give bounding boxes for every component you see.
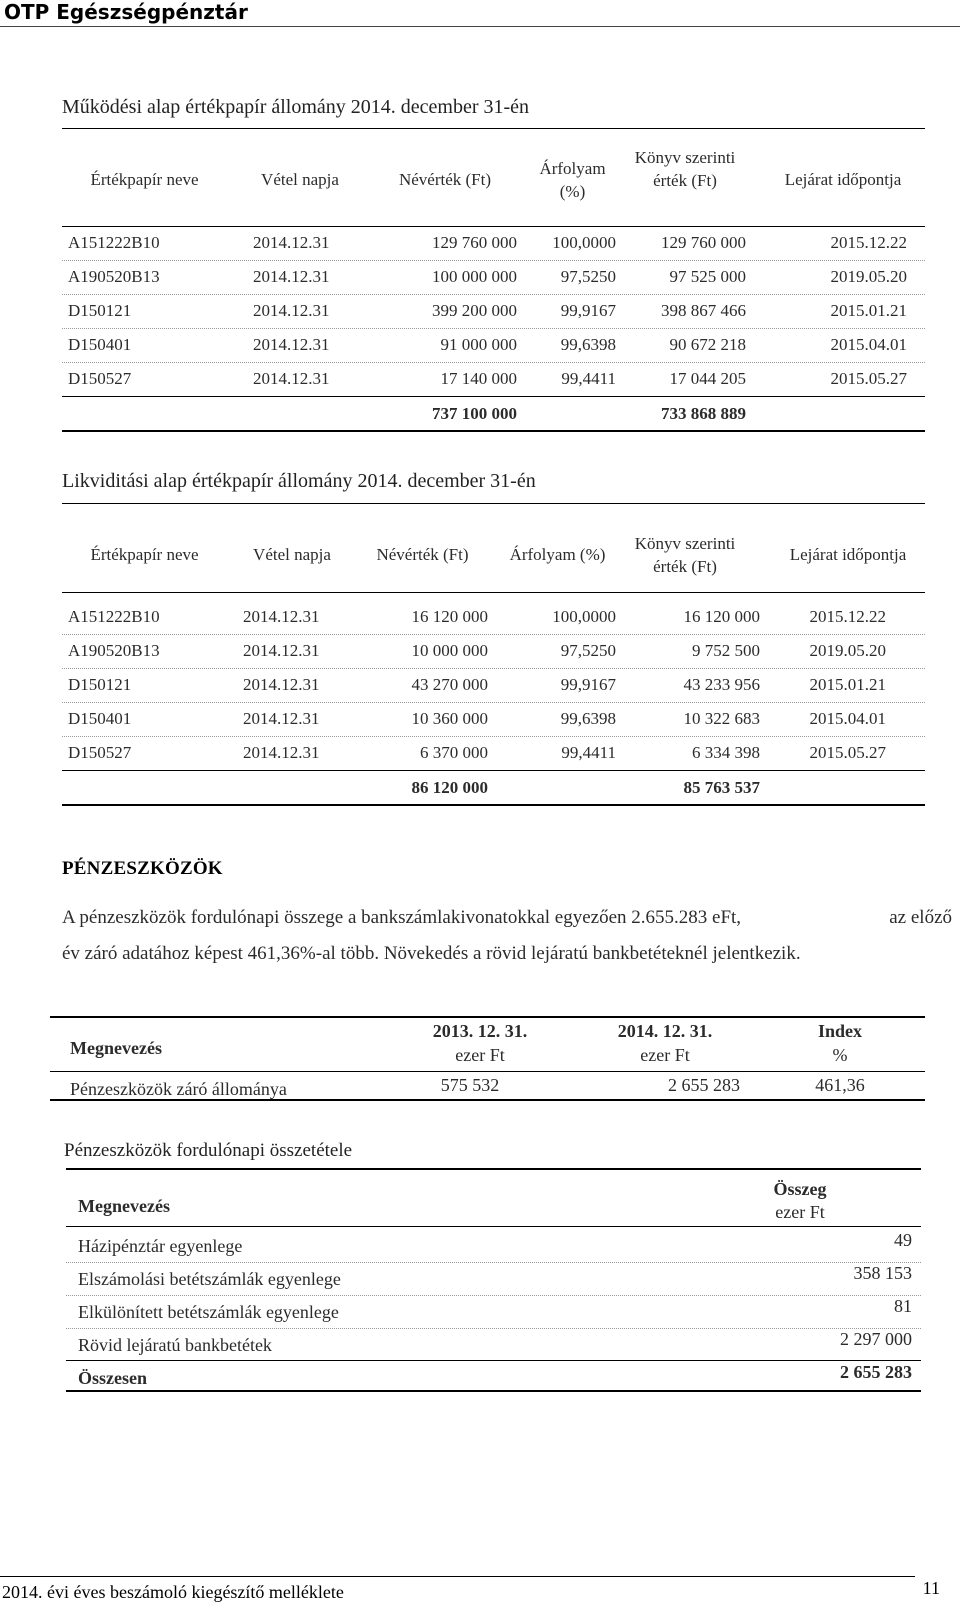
table1-bottom-rule <box>62 430 925 432</box>
footer-rule <box>0 1576 915 1577</box>
sec2-row-4-date: 2014.12.31 <box>243 709 320 728</box>
ossz-total-label: Összesen <box>78 1368 147 1388</box>
sec1-row-separator <box>62 362 925 363</box>
section-title-likviditasi: Likviditási alap értékpapír állomány 2014. december 31-én <box>62 470 536 492</box>
sec2-row-3-name: D150121 <box>68 675 132 694</box>
sec1-row-4-arfolyam: 99,6398 <box>560 335 616 354</box>
table1-col-lejarat: Lejárat időpontja <box>784 170 902 189</box>
sec2-row-5-konyv: 6 334 398 <box>692 743 760 762</box>
sec1-row-5-lejarat: 2015.05.27 <box>830 369 907 388</box>
sec2-row-separator <box>62 634 925 635</box>
penz-paragraph-line1a: A pénzeszközök fordulónapi összege a bankszámlakivonatokkal egyezően 2.655.283 eFt, <box>62 907 742 928</box>
sec2-row-2-arfolyam: 97,5250 <box>560 641 616 660</box>
penz-table-col-name: Megnevezés <box>70 1038 162 1058</box>
table2-total-konyv: 85 763 537 <box>683 778 760 797</box>
sec1-row-separator <box>62 260 925 261</box>
sec1-row-5-konyv: 17 044 205 <box>669 369 746 388</box>
penz-table-bottom-rule <box>50 1099 925 1101</box>
ossz-row-4-label: Rövid lejáratú bankbetétek <box>78 1335 272 1355</box>
sec1-row-3-konyv: 398 867 466 <box>661 301 746 320</box>
ossz-table-col-unit: ezer Ft <box>775 1202 825 1222</box>
ossz-row-1-value: 49 <box>894 1230 912 1250</box>
sec1-row-5-name: D150527 <box>68 369 132 388</box>
sec1-row-3-lejarat: 2015.01.21 <box>830 301 907 320</box>
penzeszkozok-heading-text: PÉNZESZKÖZÖK <box>62 858 223 879</box>
table1-top-rule <box>62 128 925 129</box>
ossz-table-top-rule <box>66 1168 921 1170</box>
table2-col-name: Értékpapír neve <box>90 545 199 564</box>
sec2-row-2-nevertek: 10 000 000 <box>411 641 488 660</box>
sec2-row-4-nevertek: 10 360 000 <box>411 709 488 728</box>
sec1-row-2-arfolyam: 97,5250 <box>560 267 616 286</box>
sec1-row-1-konyv: 129 760 000 <box>661 233 746 252</box>
table2-bottom-rule <box>62 804 925 806</box>
penz-table-top-rule <box>50 1016 925 1018</box>
table2-col-lejarat: Lejárat időpontja <box>789 545 907 564</box>
sec1-row-2-konyv: 97 525 000 <box>669 267 746 286</box>
sec2-row-5-date: 2014.12.31 <box>243 743 320 762</box>
table2-total-rule-top <box>62 770 925 771</box>
sec1-row-5-nevertek: 17 140 000 <box>440 369 517 388</box>
sec2-row-4-konyv: 10 322 683 <box>683 709 760 728</box>
penz-table-col-index: Index <box>817 1021 862 1041</box>
ossz-table-col-name: Megnevezés <box>78 1196 170 1216</box>
sec1-row-2-name: A190520B13 <box>68 267 160 286</box>
penz-table-value-index: 461,36 <box>815 1075 865 1095</box>
table2-col-nevertek: Névérték (Ft) <box>376 545 469 564</box>
sec1-row-4-date: 2014.12.31 <box>253 335 330 354</box>
sec1-row-2-lejarat: 2019.05.20 <box>830 267 907 286</box>
page-number: 11 <box>922 1578 940 1598</box>
table2-col-date: Vétel napja <box>253 545 331 564</box>
ossz-table-total-rule <box>66 1360 921 1361</box>
penz-table-unit-2014: ezer Ft <box>640 1045 690 1065</box>
sec1-row-4-name: D150401 <box>68 335 132 354</box>
penz-table-row-label: Pénzeszközök záró állománya <box>70 1079 287 1099</box>
table1-col-nevertek: Névérték (Ft) <box>398 170 492 189</box>
sec2-row-1-name: A151222B10 <box>68 607 160 626</box>
penz-paragraph-line1 <box>62 908 952 928</box>
sec2-row-3-konyv: 43 233 956 <box>683 675 760 694</box>
penzeszkozok-heading <box>62 858 223 880</box>
penz-table-header-rule <box>50 1071 925 1072</box>
sec2-row-1-lejarat: 2015.12.22 <box>809 607 886 626</box>
sec1-row-separator <box>62 294 925 295</box>
table1-total-konyv: 733 868 889 <box>661 404 746 423</box>
sec1-row-separator <box>62 328 925 329</box>
sec2-row-2-lejarat: 2019.05.20 <box>809 641 886 660</box>
sec1-row-2-nevertek: 100 000 000 <box>432 267 517 286</box>
sec1-row-1-lejarat: 2015.12.22 <box>830 233 907 252</box>
sec1-row-3-arfolyam: 99,9167 <box>560 301 616 320</box>
ossz-row-2-label: Elszámolási betétszámlák egyenlege <box>78 1269 341 1289</box>
sec2-row-separator <box>62 668 925 669</box>
sec2-row-5-arfolyam: 99,4411 <box>561 743 616 762</box>
sec1-row-4-lejarat: 2015.04.01 <box>830 335 907 354</box>
sec2-row-4-name: D150401 <box>68 709 132 728</box>
ossz-table-bottom-rule <box>66 1390 921 1392</box>
header-title: OTP Egészségpénztár <box>4 0 248 24</box>
sec2-row-5-lejarat: 2015.05.27 <box>809 743 886 762</box>
sec2-row-separator <box>62 736 925 737</box>
table2-col-konyv: Könyv szerinti érték (Ft) <box>634 534 736 576</box>
sec2-row-3-date: 2014.12.31 <box>243 675 320 694</box>
page-header <box>0 0 960 27</box>
sec1-row-4-nevertek: 91 000 000 <box>440 335 517 354</box>
table1-col-date: Vétel napja <box>261 170 339 189</box>
ossz-row-2-value: 358 153 <box>853 1263 912 1283</box>
sec2-row-1-nevertek: 16 120 000 <box>411 607 488 626</box>
ossz-table-header-rule <box>66 1226 921 1227</box>
sec1-row-4-konyv: 90 672 218 <box>669 335 746 354</box>
section-title-mukodesi: Működési alap értékpapír állomány 2014. december 31-én <box>62 96 530 118</box>
ossz-row-3-value: 81 <box>894 1296 912 1316</box>
penz-paragraph-line1b: az előző <box>889 907 952 928</box>
table2-header-rule <box>62 592 925 593</box>
sec2-row-3-lejarat: 2015.01.21 <box>809 675 886 694</box>
penz-table-value-2013: 575 532 <box>440 1075 500 1095</box>
ossz-total-value: 2 655 283 <box>840 1362 912 1382</box>
penz-paragraph-line2: év záró adatához képest 461,36%-al több. Növekedés a rövid lejáratú bankbetéteknél jelentkezik. <box>62 943 801 964</box>
ossz-row-1-label: Házipénztár egyenlege <box>78 1236 243 1256</box>
sec2-row-5-nevertek: 6 370 000 <box>420 743 488 762</box>
sec2-row-5-name: D150527 <box>68 743 132 762</box>
penz-table-col-2014: 2014. 12. 31. <box>617 1021 713 1041</box>
sec2-row-2-date: 2014.12.31 <box>243 641 320 660</box>
sec1-row-3-name: D150121 <box>68 301 132 320</box>
sec2-row-1-konyv: 16 120 000 <box>683 607 760 626</box>
sec2-row-separator <box>62 702 925 703</box>
penz-table-col-2013: 2013. 12. 31. <box>432 1021 528 1041</box>
sec2-row-4-arfolyam: 99,6398 <box>560 709 616 728</box>
ossz-row-3-label: Elkülönített betétszámlák egyenlege <box>78 1302 339 1322</box>
osszetetel-title: Pénzeszközök fordulónapi összetétele <box>64 1140 353 1161</box>
sec1-row-1-arfolyam: 100,0000 <box>552 233 616 252</box>
footer-text: 2014. évi éves beszámoló kiegészítő melléklete <box>2 1582 344 1602</box>
sec2-row-2-name: A190520B13 <box>68 641 160 660</box>
table2-col-arfolyam: Árfolyam (%) <box>509 545 606 564</box>
sec2-row-2-konyv: 9 752 500 <box>692 641 760 660</box>
table1-col-arfolyam: Árfolyam (%) <box>539 159 606 201</box>
table1-col-konyv: Könyv szerinti érték (Ft) <box>634 148 736 190</box>
ossz-row-4-value: 2 297 000 <box>840 1329 912 1349</box>
penz-table-value-2014: 2 655 283 <box>668 1075 740 1095</box>
sec1-row-2-date: 2014.12.31 <box>253 267 330 286</box>
sec1-row-1-name: A151222B10 <box>68 233 160 252</box>
table1-total-rule-top <box>62 396 925 397</box>
table2-top-rule <box>62 503 925 504</box>
penz-table-unit-2013: ezer Ft <box>455 1045 505 1065</box>
table1-header-rule <box>62 226 925 227</box>
penz-table-unit-index: % <box>832 1045 848 1065</box>
sec1-row-5-date: 2014.12.31 <box>253 369 330 388</box>
sec1-row-3-nevertek: 399 200 000 <box>432 301 517 320</box>
sec2-row-4-lejarat: 2015.04.01 <box>809 709 886 728</box>
sec1-row-3-date: 2014.12.31 <box>253 301 330 320</box>
table1-total-nevertek: 737 100 000 <box>432 404 517 423</box>
sec2-row-1-arfolyam: 100,0000 <box>552 607 616 626</box>
table2-total-nevertek: 86 120 000 <box>411 778 488 797</box>
ossz-table-col-amount: Összeg <box>773 1179 827 1199</box>
table1-col-name: Értékpapír neve <box>90 170 199 189</box>
sec2-row-1-date: 2014.12.31 <box>243 607 320 626</box>
sec2-row-3-arfolyam: 99,9167 <box>560 675 616 694</box>
sec1-row-1-date: 2014.12.31 <box>253 233 330 252</box>
sec1-row-1-nevertek: 129 760 000 <box>432 233 517 252</box>
sec2-row-3-nevertek: 43 270 000 <box>411 675 488 694</box>
sec1-row-5-arfolyam: 99,4411 <box>561 369 616 388</box>
